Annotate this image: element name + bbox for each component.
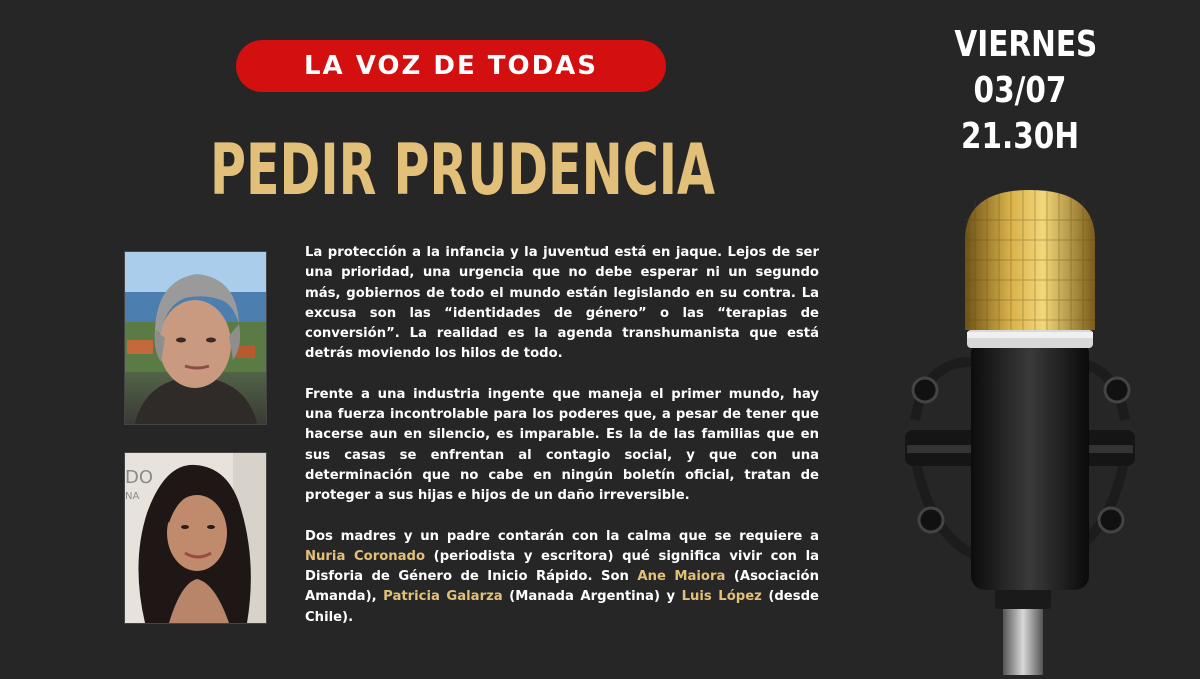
schedule-date: 03/07 (973, 70, 1067, 111)
paragraph-3-text-4: (Manada Argentina) y (502, 589, 682, 605)
guest-photo-1-image (125, 252, 266, 424)
paragraph-3-text-5: (desde Chile). (305, 589, 819, 625)
show-banner (236, 40, 666, 92)
guest-name-patricia: Patricia Galarza (383, 589, 503, 605)
guest-name-nuria: Nuria Coronado (305, 548, 426, 564)
paragraph-3-text-1: Dos madres y un padre contarán con la calma que se requiere a (305, 528, 819, 544)
guest-photo-2 (124, 452, 267, 624)
paragraph-2: Frente a una industria ingente que maneja el primer mundo, hay una fuerza incontrolable para los poderes que, a pesar de tener que hacerse aun en silencio, es imparable. Es la de las familias que en sus casas se enfrentan al contagio social, y que con una determinación que no cabe en ningún boletín oficial, tratan de proteger a sus hijas e hijos de un daño irreversible. (305, 386, 819, 504)
background-sign-subtext: NA (125, 491, 140, 502)
paragraph-1: La protección a la infancia y la juventud está en jaque. Lejos de ser una prioridad, una urgencia que no debe esperar ni un segundo más, gobiernos de todo el mundo están legislando en su contra. La excusa son las “identidades de género” o las “terapias de conversión”. La realidad es la agenda transhumanista que está detrás moviendo los hilos de todo. (305, 245, 819, 362)
paragraph-3-text-2: (periodista y escritora) qué significa vivir con la Disforia de Género de Inicio Rápido. Son (305, 548, 819, 585)
background-sign-text: DO (125, 467, 154, 488)
guest-name-ane: Ane Maiora (637, 569, 726, 585)
paragraph-3-text-3: (Asociación Amanda), (305, 569, 819, 605)
schedule-time: 21.30H (960, 116, 1080, 157)
guest-photo-2-image (125, 453, 266, 623)
guest-name-luis: Luis López (681, 589, 762, 605)
schedule-day: VIERNES (954, 24, 1098, 65)
paragraph-3 (305, 527, 819, 628)
show-banner-label: LA VOZ DE TODAS (303, 51, 599, 81)
schedule (940, 22, 1100, 160)
guest-photo-1 (124, 251, 267, 425)
microphone-icon (895, 190, 1195, 675)
description (305, 243, 819, 648)
episode-title: PEDIR PRUDENCIA (210, 129, 716, 211)
